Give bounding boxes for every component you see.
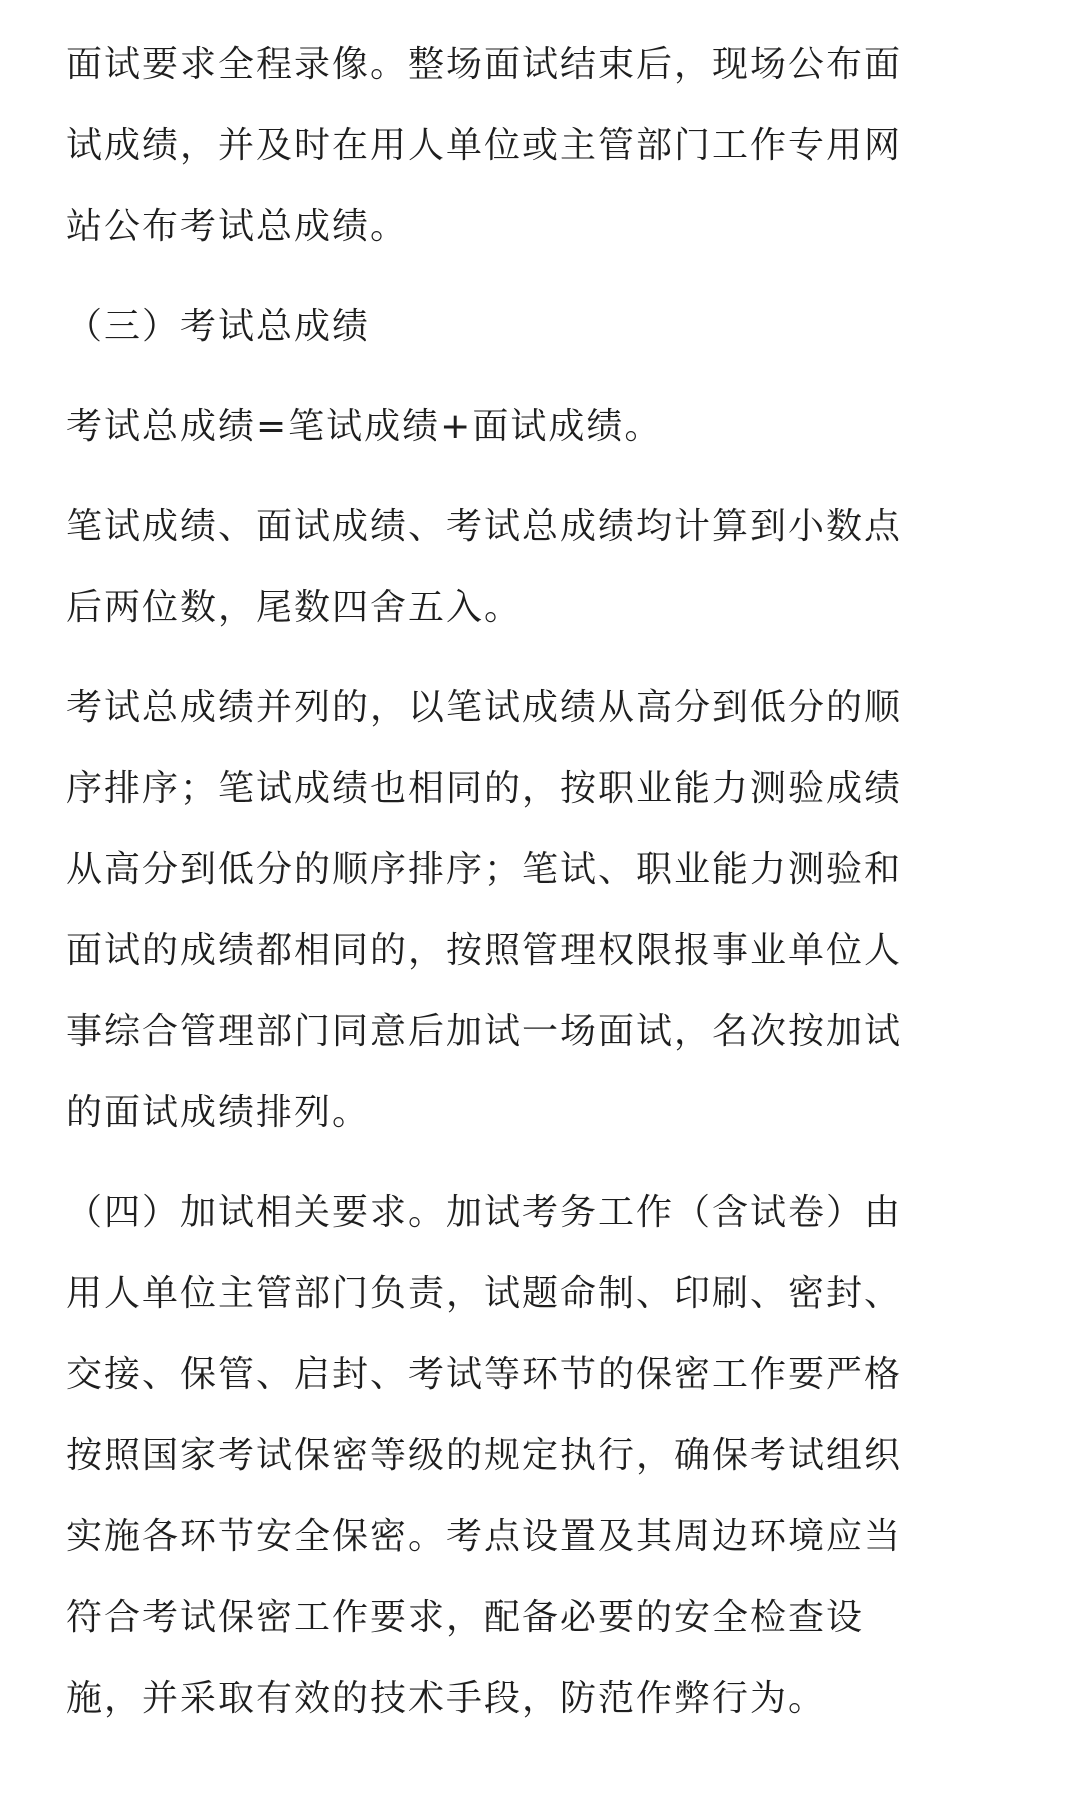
- text-line: 的面试成绩排列。: [66, 1092, 371, 1133]
- text-line: 实施各环节安全保密。考点设置及其周边环境应当: [66, 1516, 903, 1557]
- text-line: 试成绩，并及时在用人单位或主管部门工作专用网: [66, 125, 903, 166]
- paragraph-interview-recording: [66, 24, 1026, 267]
- text-line: 用人单位主管部门负责，试题命制、印刷、密封、: [66, 1273, 903, 1314]
- text-line: 面试要求全程录像。整场面试结束后，现场公布面: [66, 44, 903, 85]
- text-line: 符合考试保密工作要求，配备必要的安全检查设: [66, 1597, 865, 1638]
- text-line: 事综合管理部门同意后加试一场面试，名次按加试: [66, 1011, 903, 1052]
- paragraph-extra-exam-requirements: [66, 1172, 1026, 1739]
- text-line: （三）考试总成绩: [66, 306, 371, 347]
- text-line: 后两位数，尾数四舍五入。: [66, 587, 523, 628]
- text-line: （四）加试相关要求。加试考务工作（含试卷）由: [66, 1192, 903, 1233]
- text-line: 面试的成绩都相同的，按照管理权限报事业单位人: [66, 930, 903, 971]
- paragraph-tie-break-rule: [66, 667, 1026, 1153]
- text-line: 按照国家考试保密等级的规定执行，确保考试组织: [66, 1435, 903, 1476]
- text-line: 考试总成绩=笔试成绩+面试成绩。: [66, 406, 663, 447]
- text-line: 从高分到低分的顺序排序；笔试、职业能力测验和: [66, 849, 903, 890]
- text-line: 站公布考试总成绩。: [66, 206, 409, 247]
- text-line: 序排序；笔试成绩也相同的，按职业能力测验成绩: [66, 768, 903, 809]
- text-line: 考试总成绩并列的，以笔试成绩从高分到低分的顺: [66, 687, 903, 728]
- paragraph-rounding-rule: [66, 486, 1026, 648]
- paragraph-score-formula: [66, 386, 1026, 467]
- text-line: 交接、保管、启封、考试等环节的保密工作要严格: [66, 1354, 903, 1395]
- article-body: [66, 24, 1026, 1758]
- section-heading-total-score: [66, 286, 1026, 367]
- text-line: 施，并采取有效的技术手段，防范作弊行为。: [66, 1678, 827, 1719]
- text-line: 笔试成绩、面试成绩、考试总成绩均计算到小数点: [66, 506, 903, 547]
